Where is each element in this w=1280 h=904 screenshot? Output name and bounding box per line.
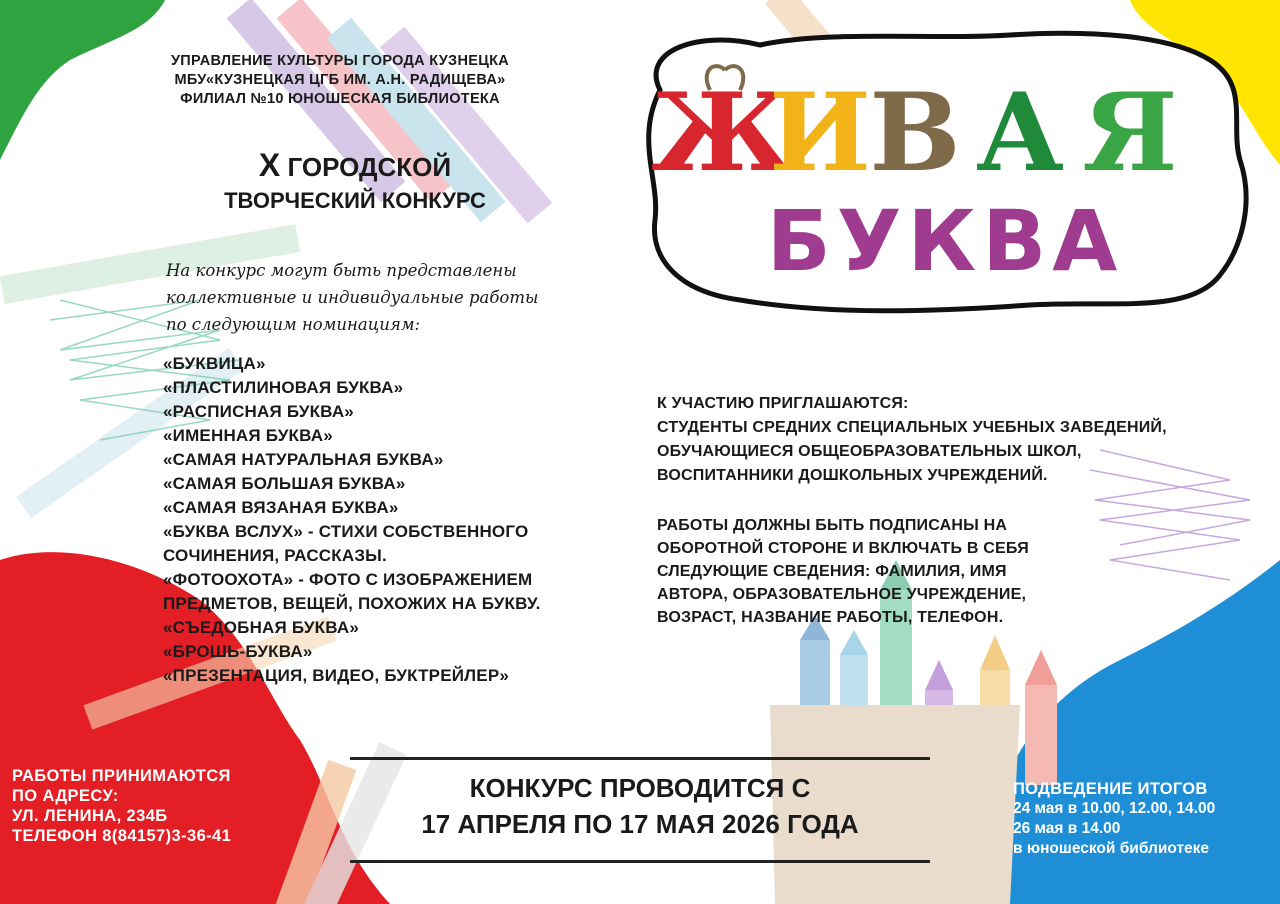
dates-line: КОНКУРС ПРОВОДИТСЯ С xyxy=(469,773,811,803)
nomination-item: «БУКВИЦА» xyxy=(163,354,266,373)
requirements-line: ВОЗРАСТ, НАЗВАНИЕ РАБОТЫ, ТЕЛЕФОН. xyxy=(657,609,1004,626)
logo-word2: БУКВА xyxy=(766,192,1124,290)
nomination-item: «САМАЯ ВЯЗАНАЯ БУКВА» xyxy=(163,498,399,517)
participants-item: ВОСПИТАННИКИ ДОШКОЛЬНЫХ УЧРЕЖДЕНИЙ. xyxy=(657,467,1048,484)
contest-dates xyxy=(350,770,930,842)
address-line: ПО АДРЕСУ: xyxy=(12,787,119,805)
requirements-line: АВТОРА, ОБРАЗОВАТЕЛЬНОЕ УЧРЕЖДЕНИЕ, xyxy=(657,586,1027,603)
requirements-line: СЛЕДУЮЩИЕ СВЕДЕНИЯ: ФАМИЛИЯ, ИМЯ xyxy=(657,563,1007,580)
contest-title-line1 xyxy=(160,148,550,184)
nomination-item: «ПРЕЗЕНТАЦИЯ, ВИДЕО, БУКТРЕЙЛЕР» xyxy=(163,666,510,685)
dates-line: 17 АПРЕЛЯ ПО 17 МАЯ 2026 ГОДА xyxy=(421,809,859,839)
logo-letter-i: И xyxy=(768,70,872,196)
nomination-item: «ФОТООХОТА» - ФОТО С ИЗОБРАЖЕНИЕМ xyxy=(163,570,533,589)
participants-block xyxy=(657,392,1257,488)
phone-line: ТЕЛЕФОН 8(84157)3-36-41 xyxy=(12,827,232,845)
participants-item: ОБУЧАЮЩИЕСЯ ОБЩЕОБРАЗОВАТЕЛЬНЫХ ШКОЛ, xyxy=(657,443,1082,460)
contest-number: Х xyxy=(258,147,281,183)
nomination-item: «САМАЯ НАТУРАЛЬНАЯ БУКВА» xyxy=(163,450,444,469)
requirements-block xyxy=(657,514,1257,629)
intro-text xyxy=(166,257,586,338)
results-block xyxy=(1013,779,1278,859)
contest-title xyxy=(160,148,550,218)
address-line: РАБОТЫ ПРИНИМАЮТСЯ xyxy=(12,767,231,785)
nomination-item: «ПЛАСТИЛИНОВАЯ БУКВА» xyxy=(163,378,404,397)
nomination-item: «ИМЕННАЯ БУКВА» xyxy=(163,426,333,445)
dates-top-rule xyxy=(350,757,930,760)
results-line: 24 мая в 10.00, 12.00, 14.00 xyxy=(1013,800,1216,817)
nominations-list xyxy=(163,352,603,688)
intro-line: На конкурс могут быть представлены xyxy=(166,261,517,280)
results-line: в юношеской библиотеке xyxy=(1013,840,1210,857)
contest-title-line2: ТВОРЧЕСКИЙ КОНКУРС xyxy=(224,188,486,213)
address-line: УЛ. ЛЕНИНА, 234Б xyxy=(12,807,168,825)
nomination-item: «БУКВА ВСЛУХ» - СТИХИ СОБСТВЕННОГО xyxy=(163,522,529,541)
participants-item: СТУДЕНТЫ СРЕДНИХ СПЕЦИАЛЬНЫХ УЧЕБНЫХ ЗАВЕДЕНИЙ, xyxy=(657,419,1167,436)
requirements-line: РАБОТЫ ДОЛЖНЫ БЫТЬ ПОДПИСАНЫ НА xyxy=(657,517,1008,534)
organizer-line: МБУ«КУЗНЕЦКАЯ ЦГБ ИМ. А.Н. РАДИЩЕВА» xyxy=(174,72,506,88)
logo-letter-zh: Ж xyxy=(651,70,793,196)
contest-title-rest: ГОРОДСКОЙ xyxy=(280,152,452,182)
dates-bottom-rule xyxy=(350,860,930,863)
contest-logo xyxy=(630,30,1260,330)
intro-line: по следующим номинациям: xyxy=(166,315,421,334)
nomination-item: «СЪЕДОБНАЯ БУКВА» xyxy=(163,618,359,637)
nomination-item: «САМАЯ БОЛЬШАЯ БУКВА» xyxy=(163,474,406,493)
organizer-block xyxy=(120,52,560,109)
logo-letter-ya: Я xyxy=(1082,70,1178,196)
results-title: ПОДВЕДЕНИЕ ИТОГОВ xyxy=(1013,780,1208,798)
organizer-line: ФИЛИАЛ №10 ЮНОШЕСКАЯ БИБЛИОТЕКА xyxy=(180,91,500,107)
requirements-line: ОБОРОТНОЙ СТОРОНЕ И ВКЛЮЧАТЬ В СЕБЯ xyxy=(657,540,1029,557)
organizer-line: УПРАВЛЕНИЕ КУЛЬТУРЫ ГОРОДА КУЗНЕЦКА xyxy=(170,53,510,69)
logo-letter-v: В xyxy=(869,70,961,196)
results-line: 26 мая в 14.00 xyxy=(1013,820,1121,837)
participants-title: К УЧАСТИЮ ПРИГЛАШАЮТСЯ: xyxy=(657,395,909,412)
nomination-item: СОЧИНЕНИЯ, РАССКАЗЫ. xyxy=(163,546,387,565)
address-block xyxy=(12,766,312,846)
nomination-item: «БРОШЬ-БУКВА» xyxy=(163,642,313,661)
logo-letter-a: А xyxy=(976,70,1064,196)
intro-line: коллективные и индивидуальные работы xyxy=(166,288,539,307)
nomination-item: ПРЕДМЕТОВ, ВЕЩЕЙ, ПОХОЖИХ НА БУКВУ. xyxy=(163,594,541,613)
nomination-item: «РАСПИСНАЯ БУКВА» xyxy=(163,402,354,421)
